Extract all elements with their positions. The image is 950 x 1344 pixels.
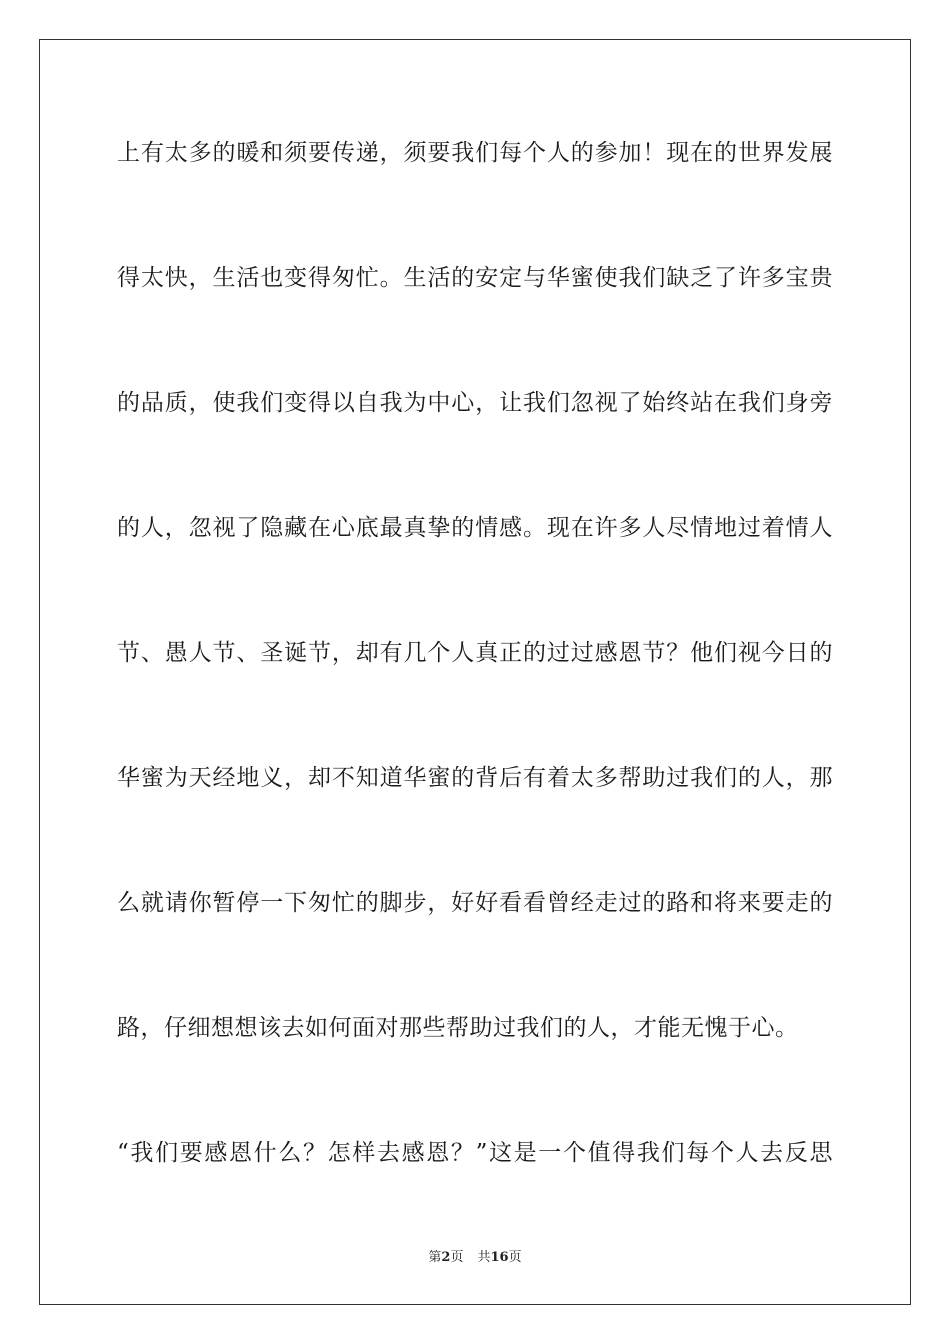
total-pages: 16 — [490, 1250, 509, 1265]
total-prefix: 共 — [477, 1250, 491, 1265]
text-line: 么就请你暂停一下匆忙的脚步，好好看看曾经走过的路和将来要走的 — [117, 890, 833, 916]
body-text — [117, 126, 833, 1251]
text-line: 华蜜为天经地义，却不知道华蜜的背后有着太多帮助过我们的人，那 — [117, 765, 833, 791]
page-footer — [0, 1246, 950, 1265]
page-prefix: 第 — [428, 1250, 442, 1265]
total-suffix: 页 — [508, 1250, 522, 1265]
text-line: 的人，忽视了隐藏在心底最真挚的情感。现在许多人尽情地过着情人 — [117, 515, 833, 541]
text-line: 上有太多的暖和须要传递，须要我们每个人的参加！现在的世界发展 — [117, 140, 833, 166]
page-number: 2 — [441, 1250, 451, 1265]
text-line: 得太快，生活也变得匆忙。生活的安定与华蜜使我们缺乏了许多宝贵 — [117, 265, 833, 291]
text-line: 路，仔细想想该去如何面对那些帮助过我们的人，才能无愧于心。 — [117, 1015, 799, 1041]
text-line: 节、愚人节、圣诞节，却有几个人真正的过过感恩节？他们视今日的 — [117, 640, 833, 666]
page-suffix: 页 — [450, 1250, 464, 1265]
text-line: “我们要感恩什么？怎样去感恩？”这是一个值得我们每个人去反思 — [117, 1140, 833, 1166]
text-line: 的品质，使我们变得以自我为中心，让我们忽视了始终站在我们身旁 — [117, 390, 833, 416]
